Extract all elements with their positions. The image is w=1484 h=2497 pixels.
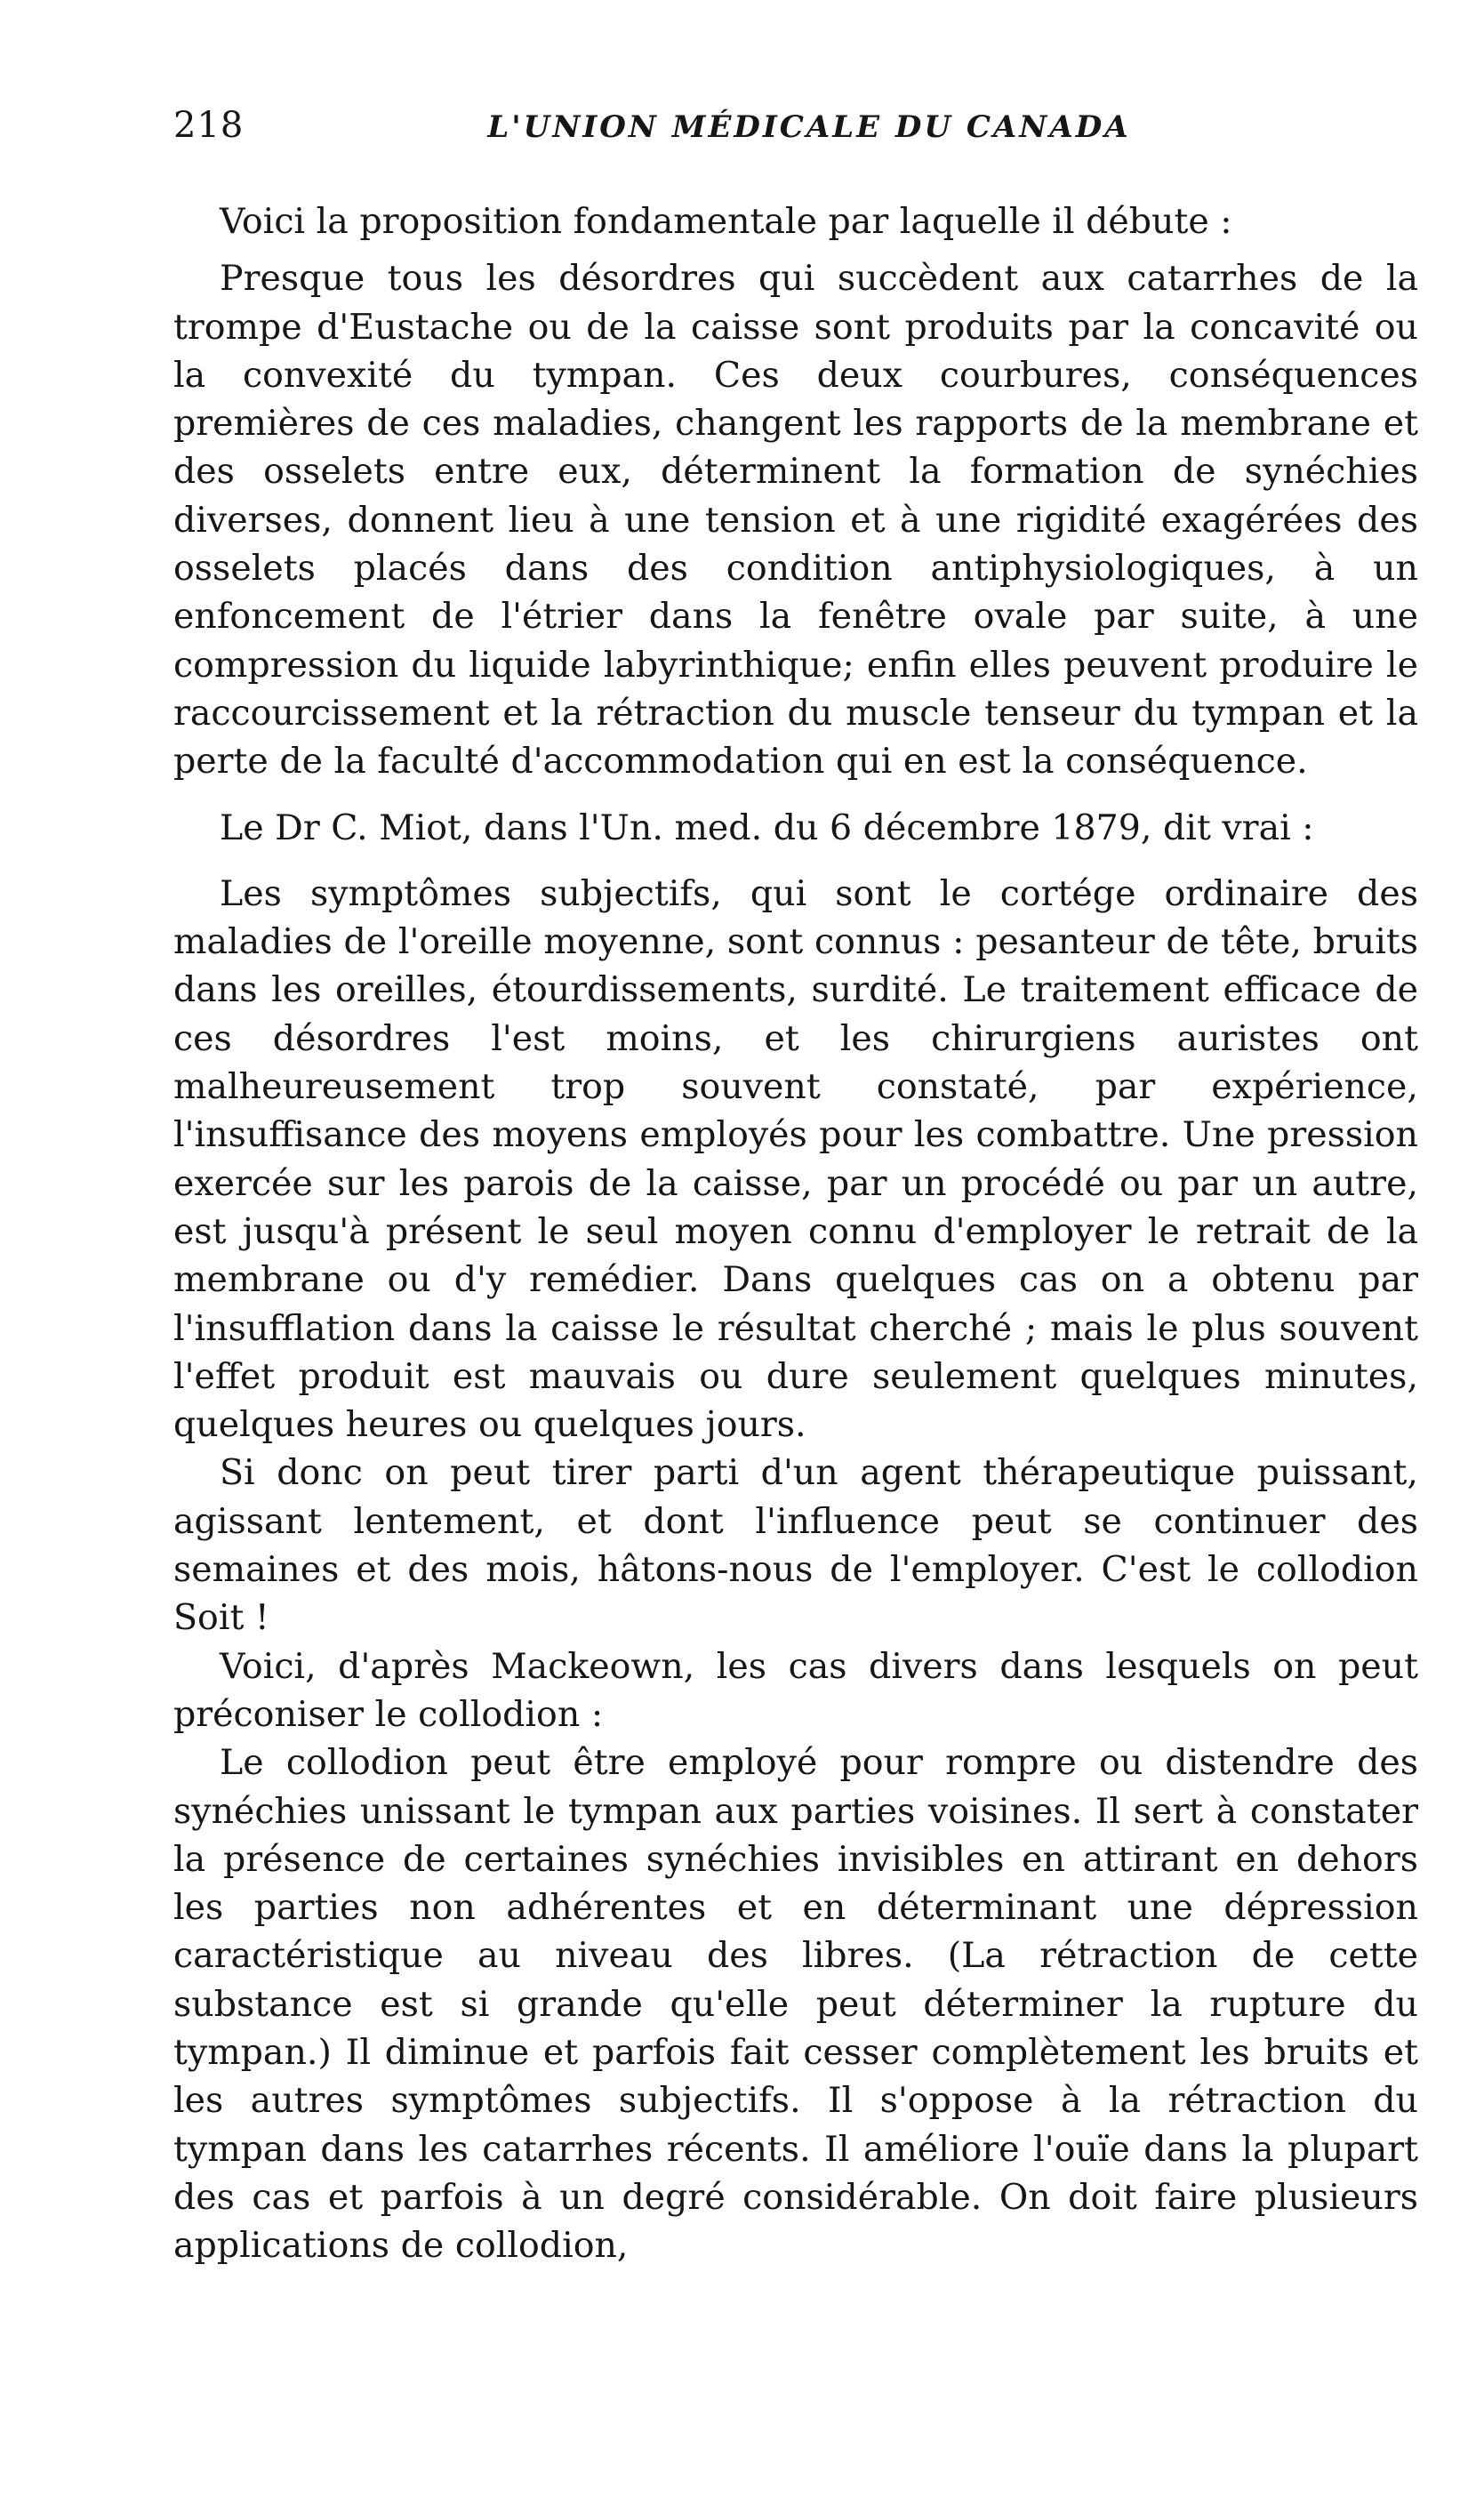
page-number: 218 — [173, 105, 245, 146]
paragraph-therapeutic-agent: Si donc on peut tirer parti d'un agent thérapeutique puissant, agissant lentement, et dont l'influence peut se continuer des semaines et des mois, hâtons-nous de l'employer. C'est le collodion Soit ! — [173, 1452, 1418, 1639]
quoted-passage — [173, 870, 1418, 1642]
paragraph-intro: Voici la proposition fondamentale par laquelle il débute : — [220, 201, 1232, 242]
paragraph-quote-tympan: Presque tous les désordres qui succèdent aux catarrhes de la trompe d'Eustache ou de la caisse sont produits par la concavité ou la convexité du tympan. Ces deux courbures, conséquences premières de ces maladies, changent les rapports de la membrane et des osselets entre eux, déterminent la formation de synéchies diverses, donnent lieu à une tension et à une rigidité exagérées des osselets placés dans des condition antiphysiologiques, à un enfoncement de l'étrier dans la fenêtre ovale par suite, à une compression du liquide labyrinthique; enfin elles peuvent produire le raccourcissement et la rétraction du muscle tenseur du tympan et la perte de la faculté d'accommodation qui en est la conséquence. — [173, 258, 1418, 783]
journal-title: L'UNION MÉDICALE DU CANADA — [487, 109, 1131, 145]
paragraph-mackeown: Voici, d'après Mackeown, les cas divers dans lesquels on peut préconiser le collodion : — [173, 1645, 1418, 1735]
running-head — [173, 105, 1418, 162]
paragraph-miot-citation: Le Dr C. Miot, dans l'Un. med. du 6 décembre 1879, dit vrai : — [220, 807, 1314, 848]
paragraph-collodion-uses: Le collodion peut être employé pour rompre ou distendre des synéchies unissant le tympan aux parties voisines. Il sert à constater la présence de certaines synéchies invisibles en attirant en dehors les parties non adhérentes et en déterminant une dépression caractéristique au niveau des libres. (La rétraction de cette substance est si grande qu'elle peut déterminer la rupture du tympan.) Il diminue et parfois fait cesser complètement les bruits et les autres symptômes subjectifs. Il s'oppose à la rétraction du tympan dans les catarrhes récents. Il améliore l'ouïe dans la plupart des cas et parfois à un degré considérable. On doit faire plusieurs applications de collodion, — [173, 1742, 1418, 2267]
paragraph-symptoms: Les symptômes subjectifs, qui sont le cortége ordinaire des maladies de l'oreille moyenne, sont connus : pesanteur de tête, bruits dans les oreilles, étourdissements, surdité. Le traitement efficace de ces désordres l'est moins, et les chirurgiens auristes ont malheureusement trop souvent constaté, par expérience, l'insuffisance des moyens employés pour les combattre. Une pression exercée sur les parois de la caisse, par un procédé ou par un autre, est jusqu'à présent le seul moyen connu d'employer le retrait de la membrane ou d'y remédier. Dans quelques cas on a obtenu par l'insufflation dans la caisse le résultat cherché ; mais le plus souvent l'effet produit est mauvais ou dure seulement quelques minutes, quelques heures ou quelques jours. — [173, 872, 1418, 1446]
article-body — [173, 197, 1418, 2269]
document-page — [173, 105, 1418, 2269]
